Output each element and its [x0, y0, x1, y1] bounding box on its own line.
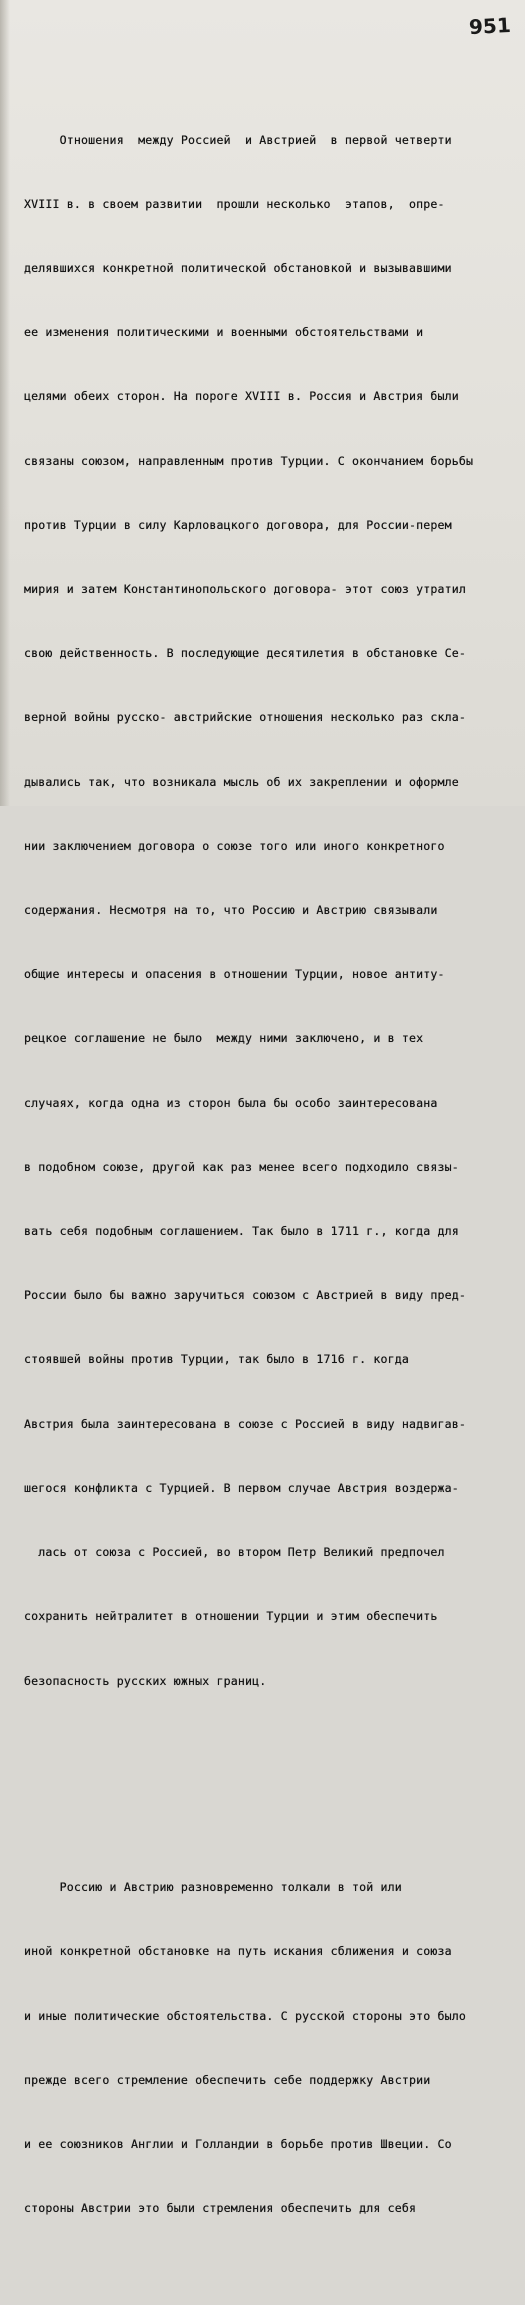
text-line: рецкое соглашение не было между ними заключено, и в тех: [24, 1031, 424, 1046]
text-line: свою действенность. В последующие десятилетия в обстановке Се-: [24, 646, 467, 661]
text-line: вать себя подобным соглашением. Так было в 1711 г., когда для: [24, 1224, 459, 1239]
text-line: мирия и затем Константинопольского договора- этот союз утратил: [24, 582, 467, 597]
text-line: нии заключением договора о союзе того или иного конкретного: [24, 838, 445, 853]
paragraph-1: [24, 87, 510, 1735]
text-line: в подобном союзе, другой как раз менее всего подходило связы-: [24, 1159, 459, 1174]
text-line: верной войны русско- австрийские отношения несколько раз скла-: [24, 710, 467, 725]
text-line: безопасность русских южных границ.: [24, 1673, 267, 1688]
page-number: 951: [468, 12, 512, 40]
paragraph-gap: [24, 1778, 510, 1792]
text-line: содержания. Несмотря на то, что Россию и Австрию связывали: [24, 903, 438, 918]
text-line: лась от союза с Россией, во втором Петр Великий предпочел: [24, 1545, 445, 1560]
text-line: России было бы важно заручиться союзом с Австрией в виду пред-: [24, 1288, 467, 1303]
text-line: XVIII в. в своем развитии прошли несколько этапов, опре-: [24, 196, 445, 211]
text-line: и иные политические обстоятельства. С русской стороны это было: [24, 2008, 467, 2023]
text-line: Австрия была заинтересована в союзе с Россией в виду надвигав-: [24, 1416, 467, 1431]
text-line: иной конкретной обстановке на путь искания сближения и союза: [24, 1944, 452, 1959]
text-line: сохранить нейтралитет в отношении Турции и этим обеспечить: [24, 1609, 438, 1624]
text-line: против Турции в силу Карловацкого договора, для России-перем: [24, 517, 452, 532]
text-line: Россию и Австрию разновременно толкали в той или: [24, 1880, 402, 1895]
text-line: и ее союзников Англии и Голландии в борьбе против Швеции. Со: [24, 2136, 452, 2151]
paragraph-2: [24, 1834, 510, 2262]
text-line: случаях, когда одна из сторон была бы особо заинтересована: [24, 1095, 438, 1110]
text-line: делявшихся конкретной политической обстановкой и вызывавшими: [24, 261, 452, 276]
text-line: целями обеих сторон. На пороге XVIII в. Россия и Австрия были: [24, 389, 459, 404]
text-line: дывались так, что возникала мысль об их закреплении и оформле: [24, 774, 459, 789]
page-edge-shadow: [0, 0, 10, 806]
text-line: шегося конфликта с Турцией. В первом случае Австрия воздержа-: [24, 1480, 459, 1495]
text-line: прежде всего стремление обеспечить себе поддержку Австрии: [24, 2072, 431, 2087]
text-line: стоявшей войны против Турции, так было в 1716 г. когда: [24, 1352, 410, 1367]
text-line: стороны Австрии это были стремления обеспечить для себя: [24, 2201, 417, 2216]
text-line: связаны союзом, направленным против Турции. С окончанием борьбы: [24, 453, 474, 468]
text-line: ее изменения политическими и военными обстоятельствами и: [24, 325, 424, 340]
text-line: Отношения между Россией и Австрией в первой четверти: [24, 132, 452, 147]
text-line: общие интересы и опасения в отношении Турции, новое антиту-: [24, 967, 445, 982]
document-body: [24, 44, 510, 2305]
